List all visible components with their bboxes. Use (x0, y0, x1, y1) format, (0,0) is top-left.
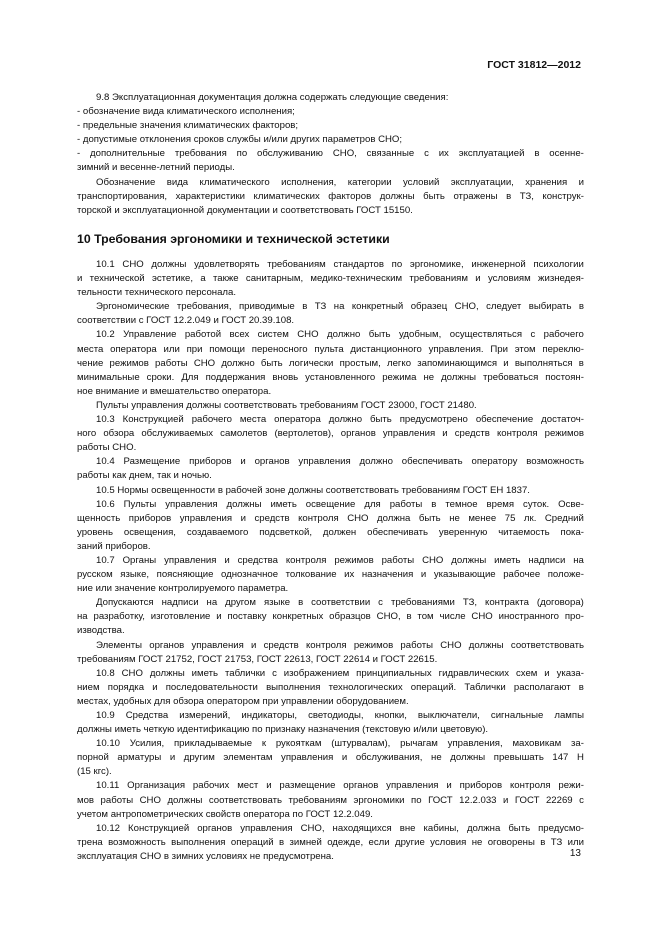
section-10-text (77, 258, 584, 864)
text-line: 10.1 СНО должны удовлетворять требованиям стандартов по эргономике, инженерной психологии (96, 259, 584, 270)
text-line: - обозначение вида климатического исполнения; (77, 106, 295, 118)
section-9-text (77, 91, 584, 218)
text-line: ного обзора обслуживаемых самолетов (вертолетов), органов управления и средств контроля режимов (77, 428, 584, 440)
text-line: - предельные значения климатических факторов; (77, 120, 299, 132)
text-line: зимний и весенне-летний периоды. (77, 162, 235, 174)
text-line: щенность приборов управления и средств контроля СНО должна быть не менее 75 лк. Средний (77, 512, 584, 524)
text-line: мов работы СНО должны соответствовать требованиям эргономики по ГОСТ 12.2.033 и ГОСТ 22269 с (77, 794, 584, 806)
text-line: 9.8 Эксплуатационная документация должна содержать следующие сведения: (96, 92, 449, 103)
text-line: должны иметь четкую идентификацию по признаку назначения (текстовую и/или цветовую). (77, 724, 489, 736)
text-line: работы как днем, так и ночью. (77, 470, 212, 482)
text-line: работы СНО. (77, 442, 137, 454)
text-line: местах, удобных для обзора оператором при управлении оборудованием. (77, 695, 409, 707)
text-line: Элементы органов управления и средств контроля режимов работы СНО должны соответствовать (96, 639, 584, 651)
text-line: 10.4 Размещение приборов и органов управления должно обеспечивать оператору возможность (96, 456, 584, 468)
text-line: 10.2 Управление работой всех систем СНО должно быть удобным, осуществляться с рабочего (96, 329, 584, 341)
text-line: Эргономические требования, приводимые в ТЗ на конкретный образец СНО, следует выбирать в (96, 301, 584, 313)
text-line: 10.5 Нормы освещенности в рабочей зоне должны соответствовать требованиям ГОСТ ЕН 1837. (96, 484, 530, 496)
text-line: 10.12 Конструкцией органов управления СНО, находящихся вне кабины, должна быть предусмо- (96, 822, 584, 834)
text-line: - дополнительные требования по обслуживанию СНО, связанные с их эксплуатацией в осенне- (77, 148, 584, 160)
text-line: русском языке, поясняющие однозначное толкование их назначения и указывающие рабочее положе- (77, 569, 584, 581)
text-line: Допускаются надписи на другом языке в соответствии с требованиями ТЗ, контракта (договора) (96, 597, 584, 609)
text-line: ное внимание и вмешательство оператора. (77, 385, 272, 397)
text-line: 10.9 Средства измерений, индикаторы, светодиоды, кнопки, выключатели, сигнальные лампы (96, 710, 584, 721)
text-line: трена возможность выполнения операций в зимней одежде, если другие условия не оговорены в ТЗ или (77, 836, 584, 848)
text-line: заний приборов. (77, 540, 151, 552)
text-line: 10.6 Пульты управления должны иметь освещение для работы в темное время суток. Осве- (96, 498, 584, 510)
text-line: транспортирования, характеристики климатических факторов должны быть отражены в ТЗ, конструк- (77, 190, 584, 202)
text-line: торской и эксплуатационной документации и соответствовать ГОСТ 15150. (77, 204, 413, 216)
text-line: 10.11 Организация рабочих мест и размещение органов управления и приборов контроля режи- (96, 780, 584, 792)
text-line: уровень освещения, создаваемого подсветкой, должен обеспечивать уверенную читаемость пока- (77, 526, 584, 538)
text-line: места оператора или при помощи переносного пульта дистанционного управления. При этом переклю- (77, 343, 584, 355)
text-line: (15 кгс). (77, 766, 112, 778)
page-number: 13 (569, 848, 581, 859)
text-line: на разработку, изготовление и поставку конкретных образцов СНО, в том числе СНО иностранного про- (77, 611, 584, 623)
text-line: 10.8 СНО должны иметь таблички с изображением принципиальных гидравлических схем и указа- (96, 667, 584, 679)
text-line: учетом антропометрических свойств оператора по ГОСТ 12.2.049. (77, 808, 373, 820)
text-line: 10.3 Конструкцией рабочего места оператора должно быть предусмотрено обеспечение достаточ- (96, 414, 584, 426)
text-line: минимальные сроки. Для поддержания вновь установленного режима не должны требоваться постоян- (77, 371, 584, 383)
text-line: 10.10 Усилия, прикладываемые к рукояткам (штурвалам), рычагам управления, маховикам за- (96, 738, 584, 750)
text-line: Обозначение вида климатического исполнения, категории условий эксплуатации, хранения и (96, 176, 584, 188)
text-line: тельности технического персонала. (77, 287, 237, 299)
section-10-heading: 10 Требования эргономики и технической эстетики (77, 232, 390, 246)
document-code-header: ГОСТ 31812—2012 (487, 59, 581, 71)
text-line: соответствии с ГОСТ 12.2.049 и ГОСТ 20.39.108. (77, 315, 295, 327)
text-line: требованиям ГОСТ 21752, ГОСТ 21753, ГОСТ 22613, ГОСТ 22614 и ГОСТ 22615. (77, 653, 438, 665)
text-line: 10.7 Органы управления и средства контроля режимов работы СНО должны иметь надписи на (96, 554, 584, 566)
text-line: порной арматуры и другим элементам управления и обслуживания, не должны превышать 147 Н (77, 752, 584, 764)
text-line: и технической эстетике, а также санитарным, медико-техническим требованиям и условиям жизнедея- (77, 273, 584, 285)
text-line: ние или значение контролируемого параметра. (77, 583, 289, 595)
text-line: эксплуатация СНО в зимних условиях не предусмотрена. (77, 850, 334, 862)
text-line: - допустимые отклонения сроков службы и/или других параметров СНО; (77, 134, 403, 146)
text-line: Пульты управления должны соответствовать требованиям ГОСТ 23000, ГОСТ 21480. (96, 399, 477, 411)
text-line: чение режимов работы СНО должно быть логически простым, легко запоминающимся и выполняться в (77, 357, 584, 369)
text-line: нием порядка и последовательности выполнения технологических операций. Таблички располагают в (77, 681, 584, 693)
text-line: изводства. (77, 625, 125, 637)
